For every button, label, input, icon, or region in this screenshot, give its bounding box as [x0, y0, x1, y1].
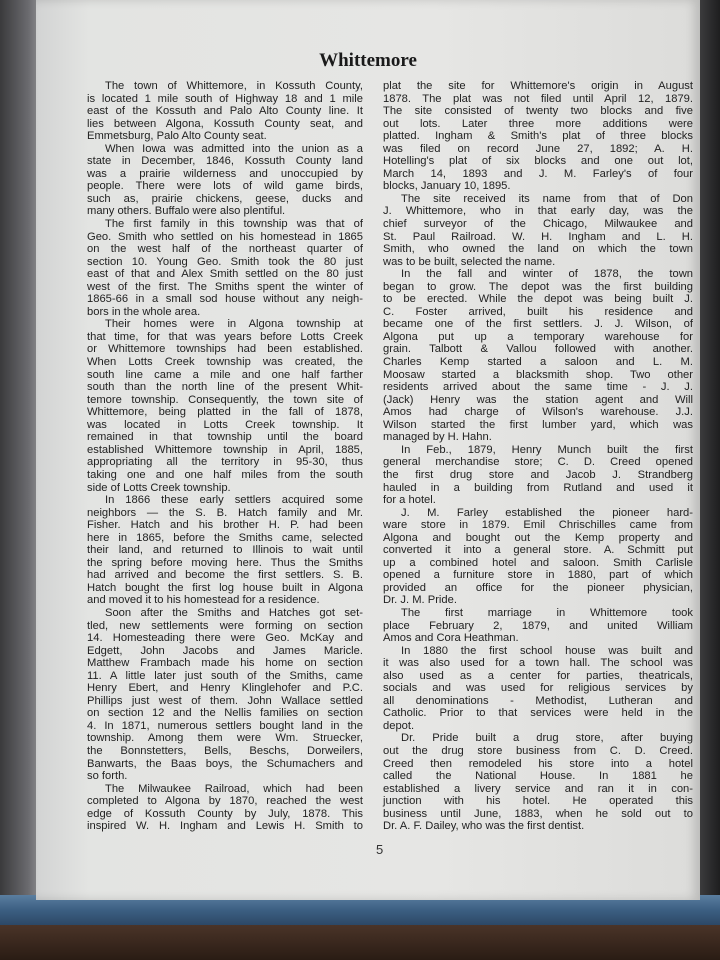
paragraph	[383, 268, 693, 444]
text-line: Geo. Smith who settled on his homestead in 1865	[87, 230, 363, 243]
text-line: converted it into a general store. A. Schmitt put	[383, 544, 693, 557]
paragraph	[383, 444, 693, 507]
text-line: east of the Kossuth and Palo Alto County line. It	[87, 105, 363, 118]
page-number: 5	[376, 842, 384, 857]
text-line: business until June, 1883, when he sold out to	[383, 807, 693, 820]
text-line: When Iowa was admitted into the union as a	[105, 142, 363, 155]
text-line: their land, and returned to Illinois to wait until	[87, 544, 363, 557]
paragraph	[87, 318, 363, 494]
text-line: Fisher. Hatch and his brother H. P. had been	[87, 519, 363, 532]
text-line: The Milwaukee Railroad, which had been	[105, 782, 363, 795]
text-line: so forth.	[87, 770, 128, 783]
text-line: appropriating all the territory in 95-30, thus	[87, 456, 363, 469]
text-line: bors in the whole area.	[87, 305, 201, 318]
text-line: Dr. J. M. Pride.	[383, 594, 457, 607]
text-line: 11. A little later just south of the Smiths, came	[87, 669, 363, 682]
text-line: platted. Ingham & Smith's plat of three blocks	[383, 130, 693, 143]
text-line: that time, for that was years before Lotts Creek	[87, 330, 363, 343]
text-line: many others. Buffalo were also plentiful.	[87, 205, 286, 218]
text-line: inspired W. H. Ingham and Lewis H. Smith to	[87, 820, 363, 833]
text-line: Dr. Pride built a drug store, after buying	[401, 732, 693, 745]
text-line: had arrived and become the first settlers. S. B.	[87, 569, 363, 582]
text-line: established Whittemore township in April, 1885,	[87, 443, 363, 456]
text-line: Moosaw started a blacksmith shop. Two other	[383, 368, 693, 381]
text-line: The first family in this township was that of	[105, 218, 363, 231]
text-line: called the National House. In 1881 he	[383, 770, 693, 783]
text-line: Their homes were in Algona township at	[105, 318, 363, 331]
text-line: Emmetsburg, Palo Alto County seat.	[87, 130, 267, 143]
text-line: completed to Algona by 1870, reached the west	[87, 795, 363, 808]
text-line: was located in Lotts Creek township. It	[87, 418, 363, 431]
text-line: The town of Whittemore, in Kossuth County,	[105, 80, 363, 92]
text-line: Dr. A. F. Dailey, who was the first dentist.	[383, 820, 585, 833]
text-line: Matthew Frambach made his home on section	[87, 657, 363, 670]
book-cover-left-edge	[0, 0, 40, 910]
text-line: Banwarts, the Baas boys, the Schumachers and	[87, 757, 363, 770]
text-line: plat the site for Whittemore's origin in August	[383, 80, 693, 92]
text-line: Edgett, John Jacobs and James Maricle.	[87, 644, 363, 657]
text-line: managed by H. Hahn.	[383, 431, 492, 444]
text-line: edge of Kossuth County by July, 1878. This	[87, 807, 363, 820]
text-line: south line came a mile and one half farther	[87, 368, 363, 381]
paragraph	[383, 507, 693, 607]
text-line: temore township. Consequently, the town site of	[87, 393, 363, 406]
text-line: 1878. The plat was not filed until April 12, 1879.	[383, 92, 693, 105]
text-line: Soon after the Smiths and Hatches got set-	[105, 606, 363, 619]
text-line: Amos and Cora Heathman.	[383, 632, 519, 645]
text-line: When Lotts Creek township was created, the	[87, 356, 363, 369]
paragraph	[383, 645, 693, 733]
text-line: (Jack) Henry was the station agent and Will	[383, 393, 693, 406]
text-line: and moved it to his homestead for a residence.	[87, 594, 320, 607]
text-line: became one of the first settlers. J. J. Wilson, of	[383, 318, 693, 331]
paragraph	[87, 143, 363, 218]
text-line: Wilson started the first lumber yard, which was	[383, 418, 693, 431]
text-line: up a combined hotel and saloon. Smith Carlisle	[383, 556, 693, 569]
text-line: state in December, 1846, Kossuth County land	[87, 155, 363, 168]
text-line: In the fall and winter of 1878, the town	[401, 268, 693, 281]
text-line: neighbors — the S. B. Hatch family and Mr.	[87, 506, 363, 519]
text-line: junction with his hotel. He operated this	[383, 795, 693, 808]
text-line: Hotelling's plat of six blocks and one out lot,	[383, 155, 693, 168]
text-line: tled, new settlements were forming on section	[87, 619, 363, 632]
text-line: for a hotel.	[383, 494, 436, 507]
text-line: out the drug store business from C. D. Creed.	[383, 744, 693, 757]
text-line: west of the first. The Smiths spent the winter of	[87, 280, 363, 293]
text-line: Algona put up a temporary warehouse for	[383, 330, 693, 343]
paragraph	[87, 494, 363, 607]
text-line: Creed then remodeled his store into a hotel	[383, 757, 693, 770]
text-line: ware store in 1879. Emil Chrischilles came from	[383, 519, 693, 532]
text-line: C. Foster arrived, built his residence and	[383, 305, 693, 318]
text-line: Hatch bought the first log house built in Algona	[87, 581, 363, 594]
text-line: began to grow. The depot was the first building	[383, 280, 693, 293]
text-line: J. Whittemore, who in that early day, was the	[383, 205, 693, 218]
text-line: people. There were lots of wild game birds,	[87, 180, 363, 193]
text-line: the Bonnstetters, Bells, Beschs, Dorweilers,	[87, 744, 363, 757]
text-line: here in 1865, before the Smiths came, selected	[87, 531, 363, 544]
paragraph	[383, 732, 693, 832]
text-line: township. Among them were Wm. Struecker,	[87, 732, 363, 745]
text-line: was a prairie wilderness and unoccupied by	[87, 167, 363, 180]
text-line: Catholic. Prior to that services were held in the	[383, 707, 693, 720]
text-line: 4. In 1871, numerous settlers bought land in the	[87, 719, 363, 732]
right-column	[383, 80, 693, 833]
text-line: Algona and bought out the Kemp property and	[383, 531, 693, 544]
paragraph	[383, 607, 693, 645]
text-line: remained in that township until the board	[87, 431, 363, 444]
text-line: section 10. Young Geo. Smith took the 80 just	[87, 255, 363, 268]
text-line: socials and was used for religious services by	[383, 682, 693, 695]
paragraph	[87, 80, 363, 143]
text-line: it was also used for a town hall. The school was	[383, 657, 693, 670]
text-line: Phillips just west of them. John Wallace settled	[87, 694, 363, 707]
text-line: provided an office for the pioneer physician,	[383, 581, 693, 594]
text-line: March 14, 1893 and J. M. Farley's of four	[383, 167, 693, 180]
text-line: residents arrived about the same time - J. J.	[383, 381, 693, 394]
text-line: was filed on record June 27, 1892; A. H.	[383, 142, 693, 155]
text-line: on section 12 and the Nellis families on section	[87, 707, 363, 720]
text-line: The site consisted of twenty two blocks and five	[383, 105, 693, 118]
text-line: out lots. Later three more additions were	[383, 117, 693, 130]
text-line: St. Paul Railroad. W. H. Ingham and L. H.	[383, 230, 693, 243]
text-line: to be erected. While the depot was being built J.	[383, 293, 693, 306]
paragraph	[383, 193, 693, 268]
text-line: all denominations - Methodist, Lutheran and	[383, 694, 693, 707]
left-column	[87, 80, 363, 833]
text-line: also used as a center for parties, theatricals,	[383, 669, 693, 682]
text-line: was to be built, selected the name.	[383, 255, 556, 268]
paragraph	[87, 783, 363, 833]
text-line: the spring before moving here. Thus the Smiths	[87, 556, 363, 569]
text-line: In Feb., 1879, Henry Munch built the first	[401, 443, 693, 456]
paragraph	[383, 80, 693, 193]
text-line: grain. Talbott & Vallou followed with another.	[383, 343, 693, 356]
text-line: south than the north line of the present Whit-	[87, 381, 363, 394]
text-line: Whittemore, being platted in the fall of 1878,	[87, 406, 363, 419]
text-line: taking one and one half miles from the south	[87, 468, 363, 481]
book-page	[36, 0, 700, 900]
text-line: lies between Algona, Kossuth County seat, and	[87, 117, 363, 130]
text-line: chief surveyor of the Chicago, Milwaukee and	[383, 218, 693, 231]
text-line: place February 2, 1879, and united William	[383, 619, 693, 632]
text-line: the first drug store and Jacob J. Strandberg	[383, 468, 693, 481]
text-line: 1865-66 in a small sod house without any neigh-	[87, 293, 363, 306]
text-line: depot.	[383, 719, 415, 732]
text-line: opened a furniture store in 1880, part of which	[383, 569, 693, 582]
paragraph	[87, 218, 363, 318]
text-line: established a livery service and ran it in con-	[383, 782, 693, 795]
page-title: Whittemore	[319, 50, 417, 71]
text-line: hauled in a building from Rutland and used it	[383, 481, 693, 494]
text-line: on the west half of the northeast quarter of	[87, 243, 363, 256]
text-line: Smith, who owned the land on which the town	[383, 243, 693, 256]
text-line: blocks, January 10, 1895.	[383, 180, 511, 193]
text-line: is located 1 mile south of Highway 18 and 1 mile	[87, 92, 363, 105]
text-line: such as, prairie chickens, geese, ducks and	[87, 192, 363, 205]
text-line: east of that and Alex Smith settled on the 80 just	[87, 268, 363, 281]
text-line: 14. Homesteading there were Geo. McKay and	[87, 632, 363, 645]
text-line: In 1880 the first school house was built and	[401, 644, 693, 657]
text-line: Amos had charge of Wilson's warehouse. J.J.	[383, 406, 693, 419]
text-line: side of Lotts Creek township.	[87, 481, 231, 494]
text-line: In 1866 these early settlers acquired some	[105, 494, 363, 507]
text-line: Charles Kemp started a saloon and L. M.	[383, 356, 693, 369]
table-surface	[0, 925, 720, 960]
text-line: Henry Ebert, and Henry Klinglehofer and P.C.	[87, 682, 363, 695]
text-line: The site received its name from that of Don	[401, 192, 693, 205]
text-line: The first marriage in Whittemore took	[401, 606, 693, 619]
text-line: general merchandise store; C. D. Creed opened	[383, 456, 693, 469]
text-line: J. M. Farley established the pioneer hard-	[401, 506, 693, 519]
text-line: or Whittemore townships had been established.	[87, 343, 363, 356]
paragraph	[87, 607, 363, 783]
